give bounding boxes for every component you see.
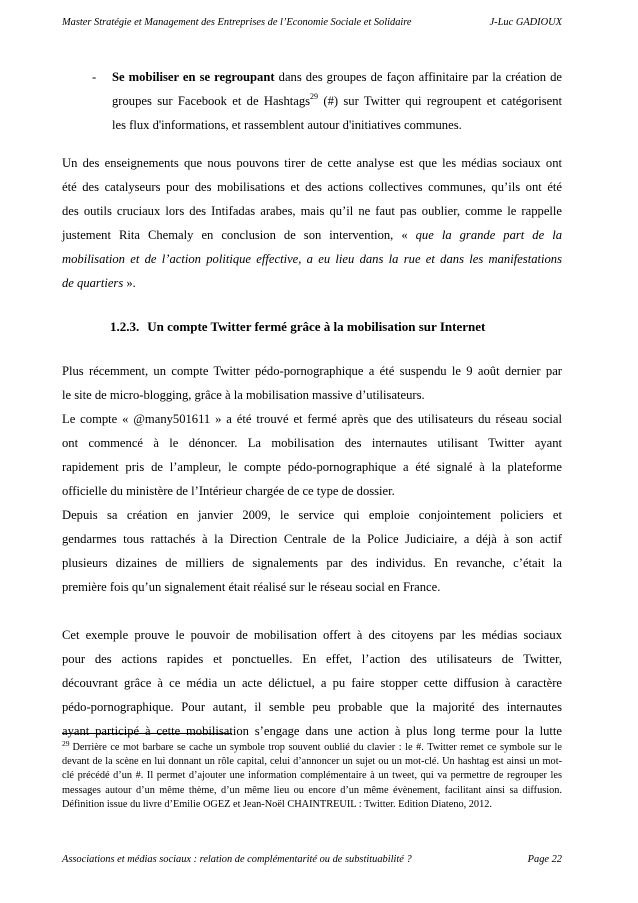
p1-quote-intro: justement Rita Chemaly en conclusion de son intervention, «: [62, 228, 416, 242]
p3-line: découvrant grâce à ce média un acte délictuel, a pu faire stopper cette diffusion à caractère: [62, 676, 562, 690]
footnote-ref: 29: [310, 91, 319, 101]
footnote-separator: [62, 733, 232, 734]
section-number: 1.2.3.: [110, 319, 140, 334]
p1-quote-close: ».: [123, 276, 136, 290]
page-header: [62, 17, 562, 33]
p3-line: pédo-pornographique. Pour autant, il semble peu probable que la majorité des internautes: [62, 700, 562, 714]
bullet-line-3: les flux d'informations, et rassemblent autour d'initiatives communes.: [112, 118, 462, 132]
bullet-text-2a: groupes sur Facebook et de Hashtags: [112, 94, 311, 108]
p1-quote-part-3: de quartiers: [62, 276, 124, 290]
p2-line: plusieurs dizaines de milliers de signalements par des individus. En revanche, c’était la: [62, 556, 562, 570]
p1-quote-part-2: mobilisation et de l’action politique effective, a eu lieu dans la rue et dans les manifestations: [62, 252, 562, 266]
paragraph-1: [62, 151, 562, 295]
p1-line: été des catalyseurs pour des mobilisations et des actions collectives communes, qu’ils ont été: [62, 180, 562, 194]
bullet-line-2: [112, 89, 562, 113]
p1-line-quote-end: [62, 271, 562, 295]
p3-line: pour des actions rapides et ponctuelles. En effet, l’action des utilisateurs de Twitter,: [62, 652, 562, 666]
p2-line: rapidement pris de l’ampleur, le compte pédo-pornographique a été signalé à la plateforme: [62, 460, 562, 474]
document-body: [62, 65, 562, 743]
section-title: Un compte Twitter fermé grâce à la mobilisation sur Internet: [147, 319, 486, 334]
p2-line: première fois qu’un signalement était réalisé sur le réseau social en France.: [62, 580, 441, 594]
paragraph-3: [62, 623, 562, 743]
bullet-bold-lead: Se mobiliser en se regroupant: [112, 70, 275, 84]
p1-line-quote-start: [62, 223, 562, 247]
footer-thesis-title: Associations et médias sociaux : relation de complémentarité ou de substituabilité ?: [62, 854, 412, 865]
p3-line: Cet exemple prouve le pouvoir de mobilisation offert à des citoyens par les médias sociaux: [62, 628, 562, 642]
page-footer: [62, 854, 562, 870]
bullet-line-1: [112, 65, 562, 89]
footnote: [62, 738, 562, 812]
bullet-item: [62, 65, 562, 137]
footnote-number: 29: [62, 738, 70, 748]
p2-line: Depuis sa création en janvier 2009, le service qui emploie conjointement policiers et: [62, 508, 562, 522]
p2-line: gendarmes tous rattachés à la Direction Centrale de la Police Judiciaire, a déjà à son actif: [62, 532, 562, 546]
footnote-text: Derrière ce mot barbare se cache un symbole trop souvent oublié du clavier : le #. Twitter remet ce symbole sur le devant de la scène en lui donnant un rôle capital, celui d’annoncer un sujet ou un mot-clé. Un hashtag est ainsi un mot-clé précédé d’un #. Il permet d’ajouter une information complémentaire à un tweet, qui va permettre de regrouper les messages autour d’un même thème, d’un même lieu ou encore d’un même évènement, facilitant ainsi sa diffusion. Définition issue du livre d’Emilie OGEZ et Jean-Noël CHAINTREUIL : Twitter. Edition Diateno, 2012.: [62, 742, 562, 810]
bullet-dash: -: [92, 70, 97, 84]
section-heading: [62, 315, 562, 339]
bullet-text-1: dans des groupes de façon affinitaire par la création de: [274, 70, 563, 84]
p2-line: Le compte « @many501611 » a été trouvé et fermé après que des utilisateurs du réseau social: [62, 412, 562, 426]
p3-line: ayant participé à cette mobilisation s’engage dans une action à plus long terme pour la lutte: [62, 724, 562, 738]
p1-quote-part-1: que la grande part de la: [415, 228, 562, 242]
p2-line: le site de micro-blogging, grâce à la mobilisation massive d’utilisateurs.: [62, 388, 425, 402]
header-program-title: Master Stratégie et Management des Entreprises de l’Economie Sociale et Solidaire: [62, 17, 412, 28]
p1-line: Un des enseignements que nous pouvons tirer de cette analyse est que les médias sociaux ont: [62, 156, 562, 170]
page-number: Page 22: [527, 854, 562, 865]
bullet-text-2b: (#) sur Twitter qui regroupent et catégorisent: [318, 94, 562, 108]
p2-line: Plus récemment, un compte Twitter pédo-pornographique a été suspendu le 9 août dernier par: [62, 364, 562, 378]
p2-line: ont commencé à le dénoncer. La mobilisation des internautes utilisant Twitter ayant: [62, 436, 562, 450]
paragraph-2: [62, 359, 562, 599]
p1-line: des outils cruciaux lors des Intifadas arabes, mais qu’il ne faut pas oublier, comme le rappelle: [62, 204, 562, 218]
p2-line: officielle du ministère de l’Intérieur chargée de ce type de dossier.: [62, 484, 395, 498]
header-author: J-Luc GADIOUX: [489, 17, 562, 28]
